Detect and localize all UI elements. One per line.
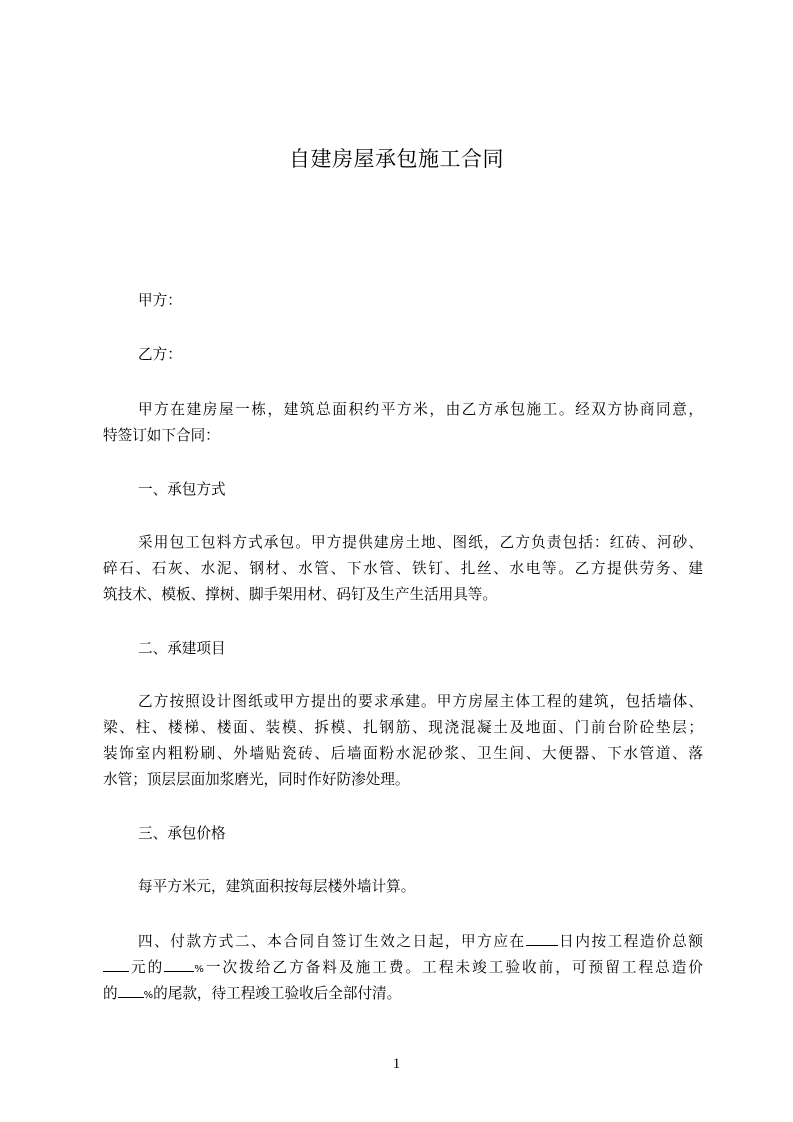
- section-4-line-1-start: 四、付款方式二、本合同自签订生效之日起，甲方应在: [138, 933, 526, 950]
- section-1-line-2: 碎石、石灰、水泥、钢材、水管、下水管、铁钉、扎丝、水电等。乙方提供劳务、建: [103, 560, 703, 577]
- section-3-heading: 三、承包价格: [138, 825, 226, 842]
- intro-line-1: 甲方在建房屋一栋，建筑总面积约平方米，由乙方承包施工。经双方协商同意，: [138, 401, 703, 418]
- blank-amount: [103, 958, 129, 972]
- blank-percent-2: [118, 984, 144, 998]
- blank-days: [526, 932, 558, 946]
- section-3-line-1: 每平方米元，建筑面积按每层楼外墙计算。: [138, 878, 416, 895]
- section-4-line-1-end: 日内按工程造价总额: [557, 933, 703, 950]
- section-4-line-2: [103, 958, 703, 979]
- section-2-line-2: 梁、柱、楼梯、楼面、装模、拆模、扎钢筋、现浇混凝土及地面、门前台阶砼垫层；: [103, 719, 703, 736]
- section-4-line-3-end: 的尾款，待工程竣工验收后全部付清。: [153, 985, 402, 1002]
- section-4-line-3: [103, 984, 703, 1005]
- section-4-line-1: [138, 932, 703, 951]
- section-2-line-3: 装饰室内粗粉刷、外墙贴瓷砖、后墙面粉水泥砂浆、卫生间、大便器、下水管道、落: [103, 745, 703, 762]
- section-1-line-1: 采用包工包料方式承包。甲方提供建房土地、图纸，乙方负责包括：红砖、河砂、: [138, 534, 703, 551]
- section-1-heading: 一、承包方式: [138, 481, 226, 498]
- section-2-heading: 二、承建项目: [138, 640, 226, 657]
- section-2-line-1: 乙方按照设计图纸或甲方提出的要求承建。甲方房屋主体工程的建筑，包括墙体、: [138, 693, 703, 710]
- party-b-label: 乙方：: [138, 346, 182, 363]
- page-number: 1: [392, 1056, 401, 1072]
- percent-sign-2: %: [143, 990, 154, 1001]
- section-4-line-2-start: 元的: [129, 959, 165, 976]
- blank-percent-1: [164, 958, 194, 972]
- section-1-line-3: 筑技术、模板、撑树、脚手架用材、码钉及生产生活用具等。: [103, 586, 498, 603]
- party-a-label: 甲方：: [138, 292, 182, 309]
- section-4-line-3-start: 的: [103, 985, 118, 1002]
- document-title: 自建房屋承包施工合同: [289, 147, 504, 171]
- section-2-line-4: 水管；顶层层面加浆磨光，同时作好防渗处理。: [103, 771, 410, 788]
- section-4-line-2-end: 一次拨给乙方备料及施工费。工程未竣工验收前，可预留工程总造价: [203, 959, 703, 976]
- percent-sign-1: %: [194, 964, 204, 975]
- intro-line-2: 特签订如下合同：: [103, 427, 220, 444]
